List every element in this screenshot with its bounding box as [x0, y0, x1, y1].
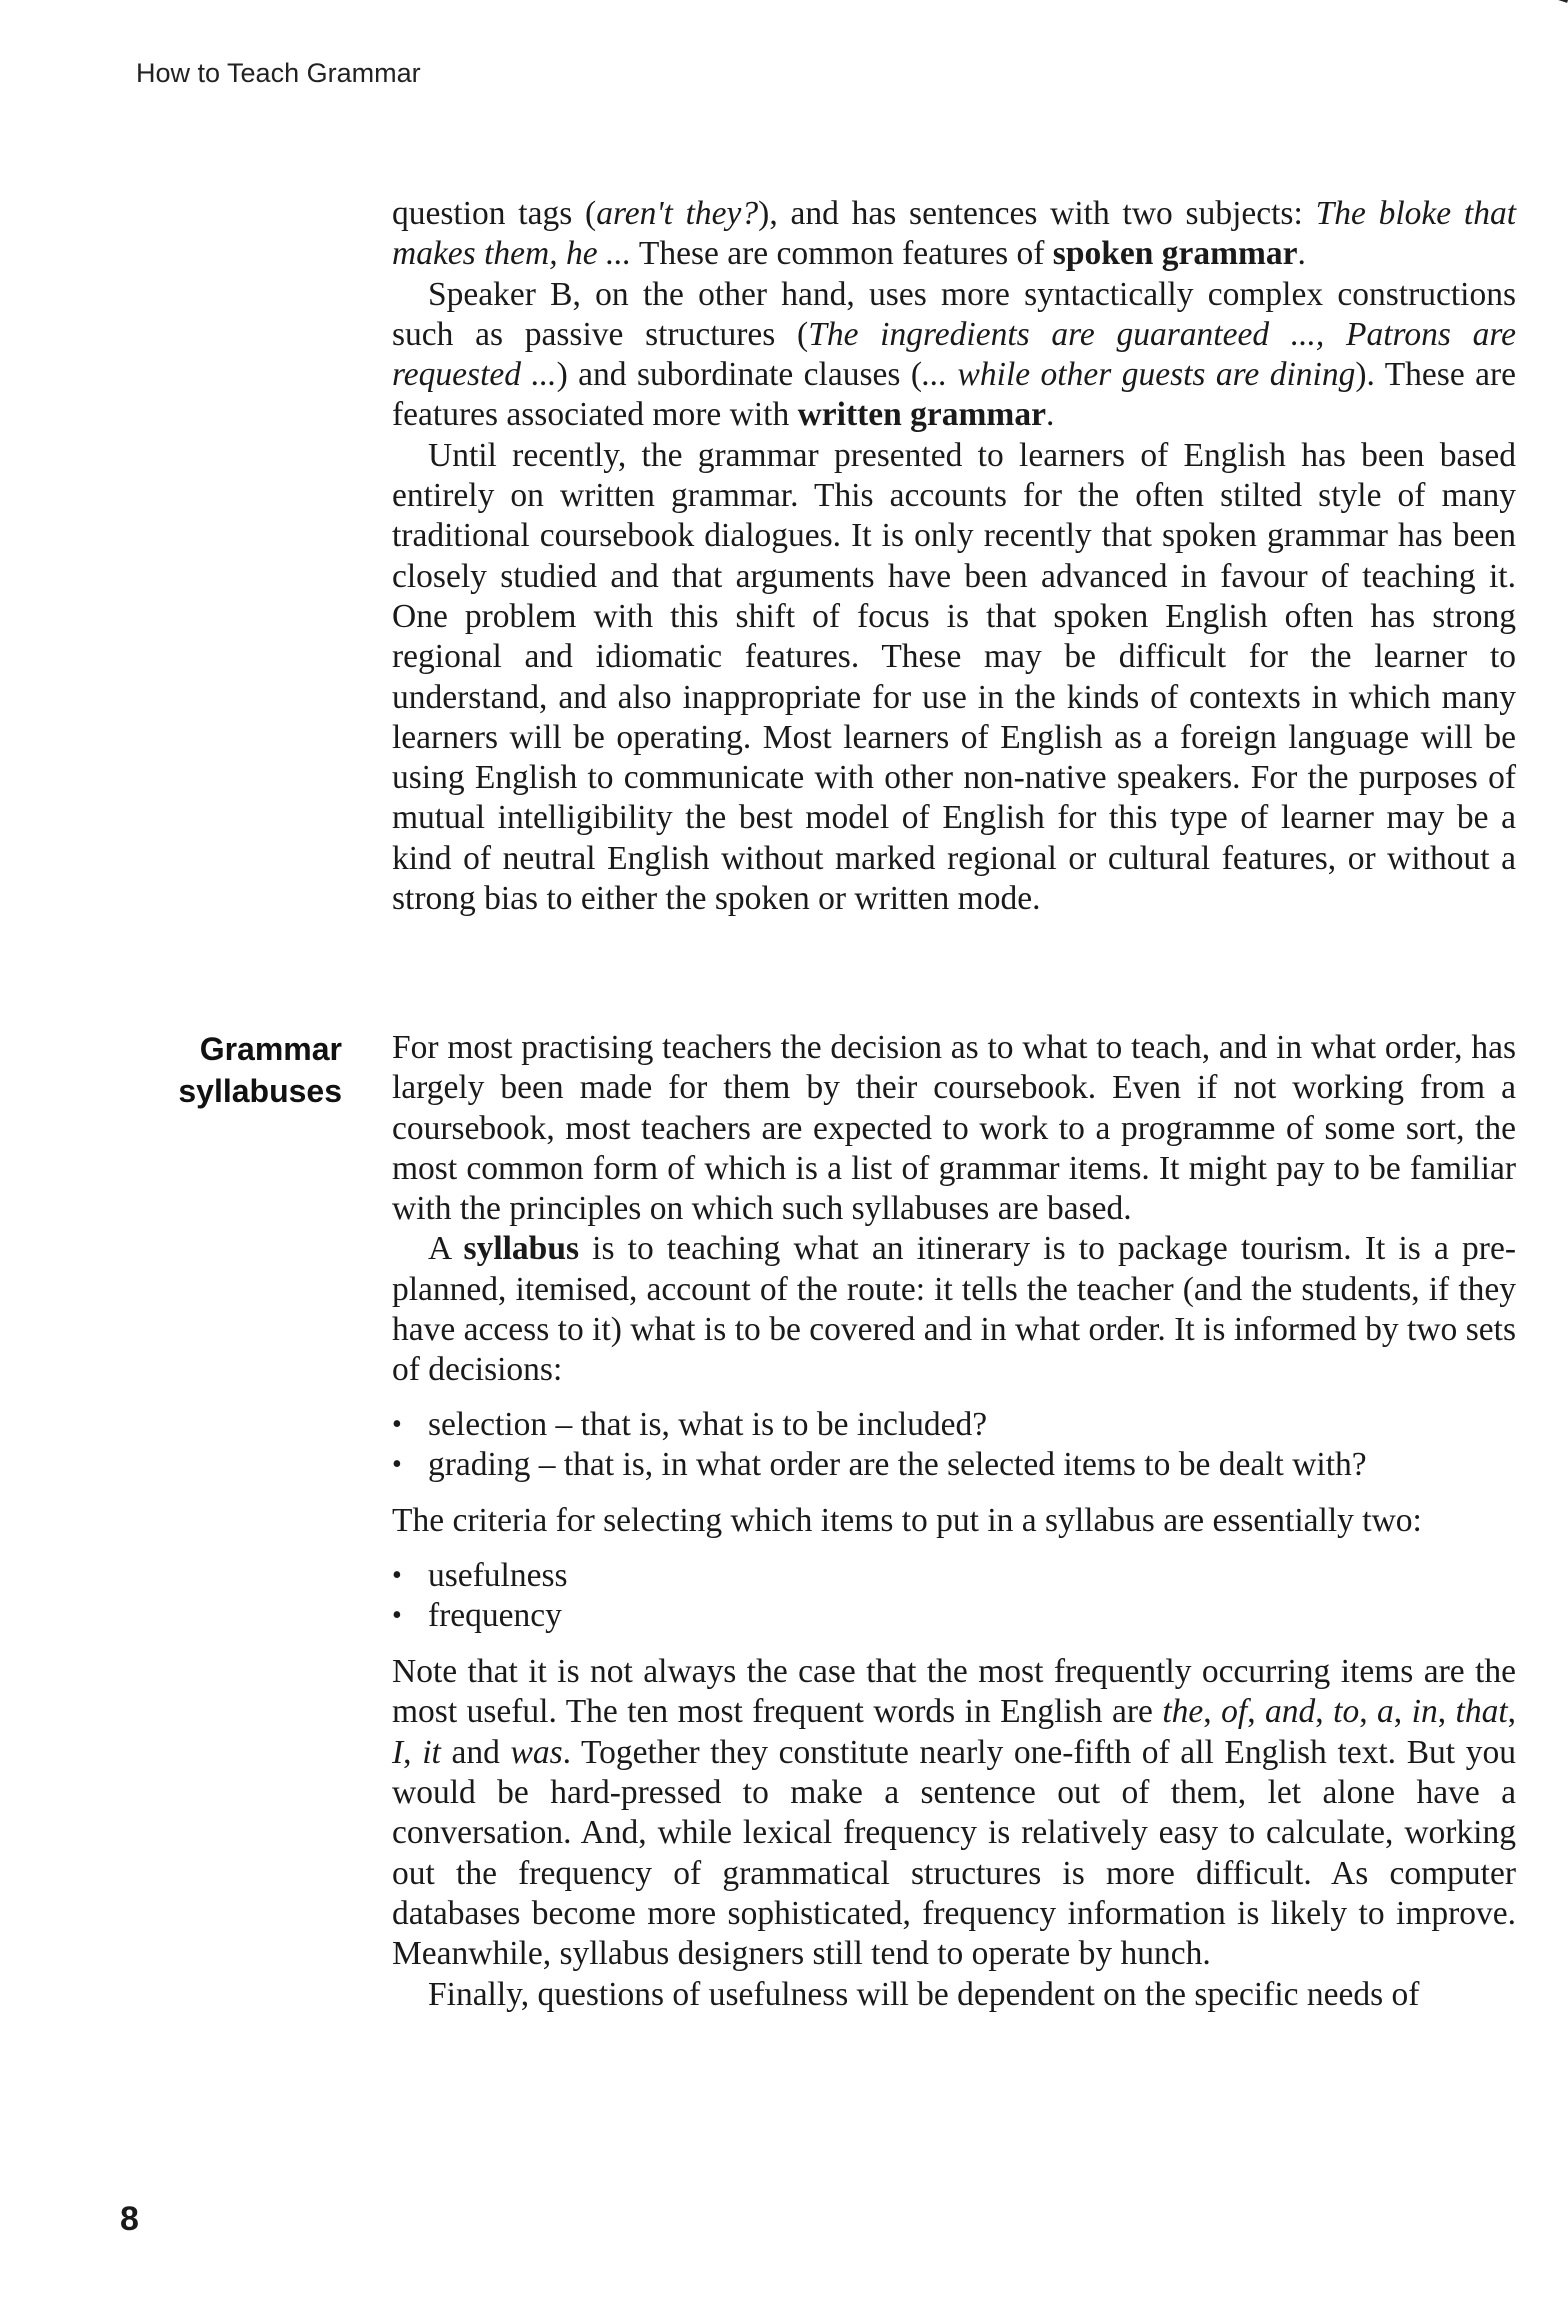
section-text-block [392, 1028, 1516, 2015]
paragraph-coursebook [392, 1028, 1516, 1229]
paragraph-syllabus-definition [392, 1229, 1516, 1390]
list-item: • frequency [392, 1596, 1516, 1636]
decisions-list [392, 1405, 1516, 1486]
text-run: ) and subordinate clauses ( [556, 356, 922, 394]
criteria-list [392, 1556, 1516, 1637]
running-head: How to Teach Grammar [136, 58, 421, 88]
text-run: . [1297, 235, 1306, 273]
section-heading-line1: Grammar [199, 1031, 342, 1067]
text-run: is to teaching what an itinerary is to package tourism. It is a pre-planned, itemised, account of the route: it tells the teacher (and the students, if they have access to it) what is to be covered and in what order. It is informed by two sets of decisions: [392, 1230, 1516, 1389]
italic-run: The bloke that makes them, he ... [392, 195, 1517, 273]
italic-run: of [1221, 1693, 1248, 1731]
text-run: , [1393, 1693, 1412, 1731]
text-run: . [1045, 396, 1055, 434]
text-run: . Together they constitute nearly one-fifth of all English text. But you would be hard-pressed to make a sentence out of them, let alone have a conversation. And, while lexical frequency is relatively easy to calculate, working out the frequency of grammatical structures is more difficult. As computer databases become more sophisticated, frequency information is likely to improve. Meanwhile, syllabus designers still tend to operate by hunch. [392, 1733, 1517, 1973]
paragraph-frequency [392, 1652, 1516, 1974]
italic-run: the [1162, 1693, 1204, 1731]
italic-run: I [392, 1733, 404, 1771]
text-run: Until recently, the grammar presented to learners of English has been based entirely on written grammar. This accounts for the often stilted style of many traditional coursebook dialogues. It is only recently that spoken grammar has been closely studied and that arguments have been advanced in favour of teaching it. One problem with this shift of focus is that spoken English often has strong regional and idiomatic features. These may be difficult for the learner to understand, and also inappropriate for use in the kinds of contexts in which many learners will be operating. Most learners of English as a foreign language will be using English to communicate with other non-native speakers. For the purposes of mutual intelligibility the best model of English for this type of learner may be a kind of neutral English without marked regional or cultural features, or without a strong bias to either the spoken or written mode. [392, 436, 1516, 918]
bold-term: syllabus [463, 1230, 579, 1268]
bold-term: written grammar [797, 396, 1046, 434]
text-run: For most practising teachers the decision as to what to teach, and in what order, has largely been made for them by their coursebook. Even if not working from a coursebook, most teachers are expected to work to a programme of some sort, the most common form of which is a list of grammar items. It might pay to be familiar with the principles on which such syllabuses are based. [392, 1029, 1516, 1228]
italic-run: in [1411, 1693, 1438, 1731]
italic-run: a [1377, 1693, 1394, 1731]
text-run: and [440, 1733, 511, 1771]
page-number: 8 [120, 2200, 139, 2238]
text-run: These are common features of [631, 235, 1053, 273]
paragraph-neutral-english [392, 436, 1516, 920]
criteria-intro: The criteria for selecting which items to put in a syllabus are essentially two: [392, 1502, 1422, 1540]
text-run: ), and has sentences with two subjects: [758, 195, 1316, 232]
text-run: , [1203, 1693, 1222, 1731]
italic-run: it [422, 1733, 441, 1771]
section-heading [120, 1028, 342, 1112]
italic-run: and [1265, 1693, 1316, 1731]
text-run: , [1359, 1693, 1378, 1731]
list-item: • grading – that is, in what order are the selected items to be dealt with? [392, 1445, 1516, 1485]
text-run: , [403, 1733, 423, 1771]
text-run: , [1247, 1693, 1266, 1731]
page-corner-mark [1534, 0, 1568, 18]
italic-run: was [510, 1733, 563, 1771]
text-run: , [1315, 1693, 1334, 1731]
text-run: ). These are features associated more with [392, 356, 1517, 434]
italic-run: to [1333, 1693, 1360, 1731]
italic-run: that [1455, 1693, 1508, 1731]
text-run: A [428, 1230, 464, 1268]
text-run: , [1437, 1693, 1456, 1731]
paragraph-spoken-grammar [392, 194, 1516, 275]
list-item: • usefulness [392, 1556, 1516, 1596]
italic-run: aren't they? [596, 195, 759, 232]
italic-run: The ingredients are guaranteed ..., Patrons are requested ... [392, 315, 1517, 394]
section-heading-line2: syllabuses [178, 1073, 342, 1109]
text-run: Note that it is not always the case that the most frequently occurring items are the most useful. The ten most frequent words in English are [392, 1653, 1516, 1731]
text-run: Speaker B, on the other hand, uses more syntactically complex constructions such as passive structures ( [392, 275, 1516, 353]
top-text-block [392, 194, 1516, 919]
list-item: • selection – that is, what is to be included? [392, 1405, 1516, 1445]
paragraph-usefulness [392, 1975, 1516, 2015]
text-run: question tags ( [392, 195, 597, 232]
bold-term: spoken grammar [1052, 235, 1298, 273]
text-run: , [1507, 1693, 1517, 1731]
paragraph-written-grammar [392, 275, 1516, 436]
italic-run: ... while other guests are dining [922, 356, 1356, 394]
text-run: Finally, questions of usefulness will be dependent on the specific needs of [428, 1975, 1420, 2013]
